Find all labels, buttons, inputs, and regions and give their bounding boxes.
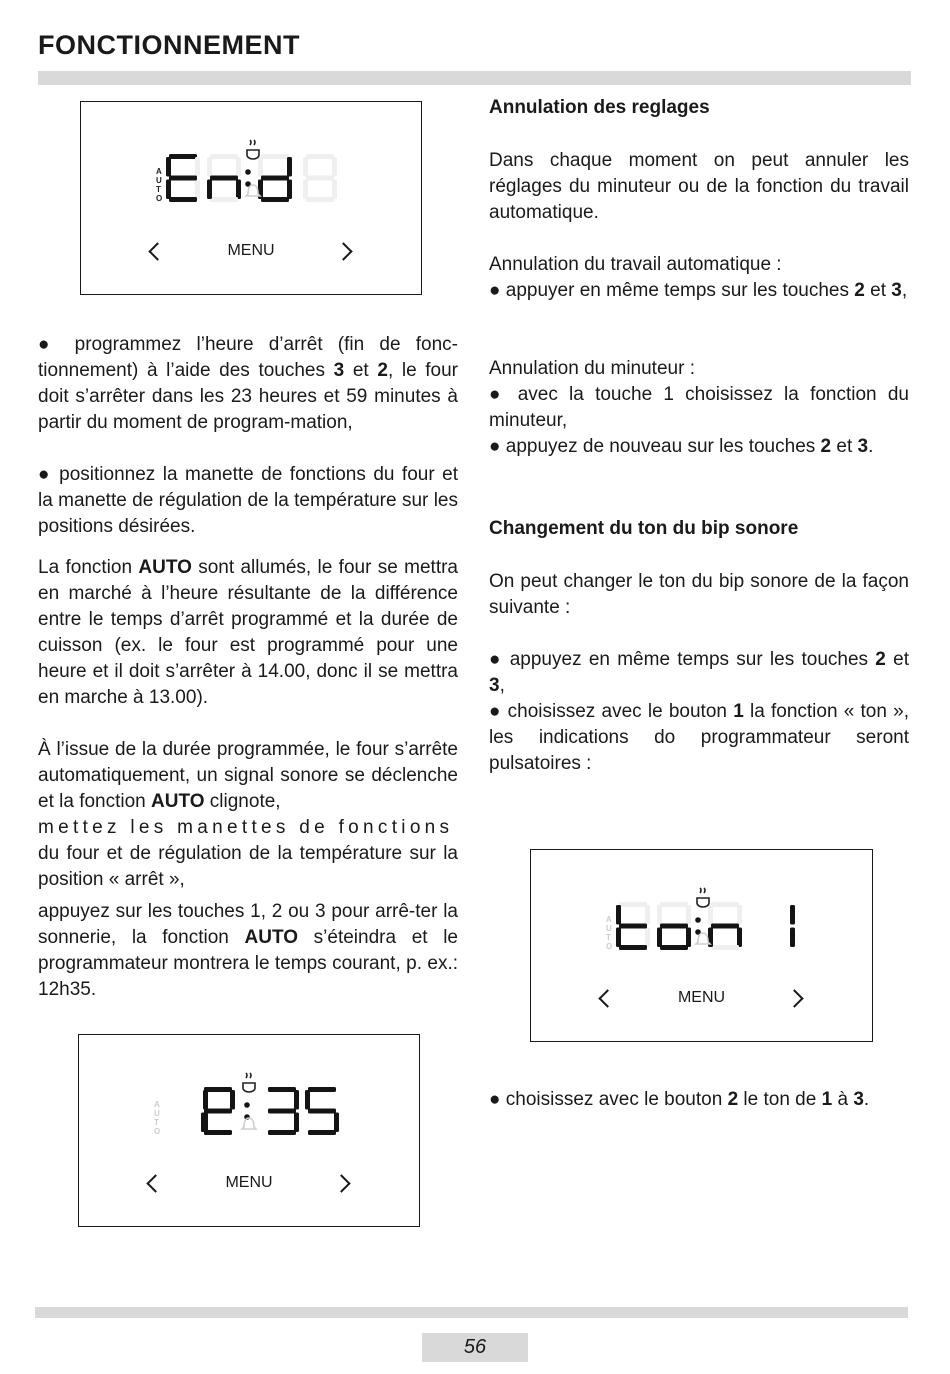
- segment-g: [711, 924, 739, 929]
- text: On peut changer le ton du bip sonore de la façon suivante :: [489, 571, 909, 618]
- subheading: Annulation du minuteur :: [489, 358, 695, 379]
- segment-a: [306, 154, 334, 159]
- text: .: [863, 1089, 870, 1110]
- segment-c: [294, 1113, 299, 1133]
- text: s’éteindra et le programmateur montrera le temps courant, p. ex.: 12h35.: [38, 927, 459, 1000]
- key-number: 2: [854, 280, 865, 301]
- segment-b: [790, 905, 795, 925]
- segment-b: [332, 157, 337, 177]
- display-end-panel: [80, 101, 422, 295]
- segment-d: [169, 197, 197, 202]
- bullet: ●: [489, 1089, 501, 1110]
- segment-g: [169, 176, 197, 181]
- auto-indicator-letter: U: [154, 1109, 160, 1118]
- text: appuyez en même temps sur les touches: [509, 649, 869, 670]
- cooking-pot-icon: [243, 1073, 255, 1092]
- segment-a: [204, 1087, 232, 1092]
- segment-e: [166, 180, 171, 200]
- text: positionnez la manette de fonctions du four et la manette de régulation de la température sur les positions désirées.: [38, 464, 458, 537]
- key-number: 2: [377, 360, 388, 381]
- text: choisissez avec le bouton: [505, 1089, 723, 1110]
- segment-d: [268, 1130, 296, 1135]
- text: le ton de: [743, 1089, 817, 1110]
- auto-indicator-letter: O: [154, 1127, 161, 1136]
- segment-d: [210, 197, 238, 202]
- text: ,: [499, 675, 505, 696]
- bullet: ●: [489, 384, 507, 405]
- left-para-2: [38, 462, 458, 540]
- right-para-5: [489, 647, 909, 777]
- bullet: ●: [38, 464, 52, 485]
- segment-e: [616, 928, 621, 948]
- segment-f: [708, 905, 713, 925]
- text: la fonction « ton », les indications do programmateur seront pulsatoires :: [489, 701, 910, 774]
- text: choisissez avec le bouton: [507, 701, 727, 722]
- segment-b: [230, 1090, 235, 1110]
- key-number: 2: [875, 649, 886, 670]
- text: et: [893, 649, 909, 670]
- segment-d: [204, 1130, 232, 1135]
- segment-b: [195, 157, 200, 177]
- left-para-5: [38, 815, 458, 893]
- cooking-pot-icon: [697, 888, 709, 907]
- text: .: [868, 436, 874, 457]
- left-para-3: [38, 555, 458, 711]
- segment-a: [268, 1087, 296, 1092]
- page-number: 56: [422, 1333, 528, 1362]
- text: à: [837, 1089, 849, 1110]
- auto-indicator-letter: U: [606, 924, 612, 933]
- auto-indicator-letter: A: [606, 915, 612, 924]
- auto-label: AUTO: [151, 791, 205, 812]
- segment-g: [306, 176, 334, 181]
- segment-f: [166, 157, 171, 177]
- left-para-6: [38, 899, 458, 1003]
- text: appuyez de nouveau sur les touches: [505, 436, 816, 457]
- colon-dot: [244, 1102, 250, 1108]
- segment-c: [686, 928, 691, 948]
- display-tone-panel: [530, 849, 873, 1042]
- segment-e: [201, 1113, 206, 1133]
- right-para-3: [489, 356, 909, 460]
- segment-e: [657, 928, 662, 948]
- segment-a: [619, 902, 647, 907]
- segment-e: [207, 180, 212, 200]
- key-number: 2: [820, 436, 832, 457]
- display-end-digits: [81, 102, 423, 296]
- display-tone-digits: [531, 850, 874, 1043]
- text: et: [836, 436, 853, 457]
- subheading: Annulation du travail automatique :: [489, 254, 782, 275]
- segment-c: [645, 928, 650, 948]
- text: et: [870, 280, 886, 301]
- segment-d: [308, 1130, 336, 1135]
- right-para-1: [489, 148, 909, 226]
- right-para-4: [489, 569, 909, 621]
- text: appuyer en même temps sur les touches: [505, 280, 849, 301]
- text: [38, 815, 458, 841]
- segment-b: [645, 905, 650, 925]
- right-para-2: [489, 252, 909, 304]
- segment-a: [660, 902, 688, 907]
- auto-indicator-letter: T: [154, 1118, 159, 1127]
- auto-indicator-letter: T: [156, 185, 161, 194]
- auto-label: AUTO: [244, 927, 298, 948]
- text: La fonction: [38, 557, 133, 578]
- footer-bar: [35, 1307, 908, 1318]
- auto-indicator-letter: U: [156, 176, 162, 185]
- text: Dans chaque moment on peut annuler les réglages du minuteur ou de la fonction du travail automatique.: [489, 150, 909, 223]
- key-number: 3: [891, 280, 902, 301]
- colon-dot: [245, 169, 251, 175]
- key-number: 1: [733, 701, 744, 722]
- segment-b: [203, 1090, 208, 1110]
- segment-b: [686, 905, 691, 925]
- bullet: ●: [489, 649, 503, 670]
- segment-d: [711, 945, 739, 950]
- text: appuyez sur les touches 1, 2 ou 3 pour arrê-ter la sonnerie, la fonction: [38, 901, 458, 948]
- segment-g: [308, 1109, 336, 1114]
- menu-label: MENU: [677, 989, 726, 1006]
- segment-g: [204, 1109, 232, 1114]
- segment-e: [303, 180, 308, 200]
- menu-label: MENU: [225, 1174, 273, 1191]
- bullet: ●: [489, 280, 501, 301]
- segment-g: [261, 176, 289, 181]
- display-clock-panel: [78, 1034, 420, 1227]
- segment-a: [261, 154, 289, 159]
- display-clock-digits: [79, 1035, 421, 1228]
- text: clignote,: [209, 791, 281, 812]
- text: ,: [901, 280, 908, 301]
- segment-c: [287, 180, 292, 200]
- segment-c: [334, 1113, 339, 1133]
- auto-indicator-letter: O: [606, 942, 613, 951]
- segment-f: [305, 1090, 310, 1110]
- bell-icon: [242, 1118, 256, 1129]
- text: , le four doit s’arrêter dans les 23 heures et 59 minutes à partir du moment de program-mation,: [38, 360, 459, 433]
- segment-c: [737, 928, 742, 948]
- cooking-pot-icon: [247, 140, 259, 159]
- segment-f: [258, 157, 263, 177]
- segment-d: [660, 945, 688, 950]
- segment-a: [169, 154, 197, 159]
- segment-f: [616, 905, 621, 925]
- segment-a: [210, 154, 238, 159]
- bullet: ●: [38, 334, 60, 355]
- key-number: 3: [333, 360, 345, 381]
- key-number: 2: [727, 1089, 739, 1110]
- section-heading-cancel: Annulation des reglages: [489, 97, 710, 118]
- key-number: 3: [489, 675, 500, 696]
- auto-indicator-letter: O: [156, 194, 163, 203]
- text: et: [352, 360, 369, 381]
- segment-c: [332, 180, 337, 200]
- segment-a: [711, 902, 739, 907]
- right-para-6: [489, 1087, 919, 1113]
- segment-a: [308, 1087, 336, 1092]
- key-number: 3: [853, 1089, 864, 1110]
- text: programmez l’heure d’arrêt (fin de fonc-tionnement) à l’aide des touches: [38, 334, 459, 381]
- auto-indicator-letter: T: [606, 933, 611, 942]
- page-title: FONCTIONNEMENT: [38, 30, 300, 60]
- section-heading-tone: Changement du ton du bip sonore: [489, 518, 799, 539]
- header-bar: [38, 71, 911, 85]
- menu-label: MENU: [227, 242, 275, 259]
- colon-dot: [695, 917, 701, 923]
- segment-d: [261, 197, 289, 202]
- bullet: ●: [489, 436, 501, 457]
- left-para-4: [38, 737, 458, 815]
- segment-d: [306, 197, 334, 202]
- segment-f: [207, 157, 212, 177]
- bullet: ●: [489, 701, 502, 722]
- segment-g: [619, 924, 647, 929]
- text: sont allumés, le four se mettra en marché à l’heure résultante de la différence entre le temps d’arrêt programmé et la durée de cuisson (ex. le four est programmé pour une heure et il doit s’arrêter à 14.00, donc il se mettra en marche à 13.00).: [38, 557, 459, 708]
- segment-g: [210, 176, 238, 181]
- text: mettez les manettes de fonctions: [38, 817, 454, 838]
- segment-d: [619, 945, 647, 950]
- segment-b: [287, 157, 292, 177]
- segment-f: [657, 905, 662, 925]
- segment-c: [236, 180, 241, 200]
- text: avec la touche 1 choisissez la fonction du minuteur,: [489, 384, 909, 431]
- segment-c: [790, 928, 795, 948]
- segment-b: [294, 1090, 299, 1110]
- segment-b: [236, 157, 241, 177]
- segment-b: [737, 905, 742, 925]
- auto-indicator-letter: A: [156, 167, 162, 176]
- auto-label: AUTO: [138, 557, 192, 578]
- key-number: 1: [821, 1089, 833, 1110]
- key-number: 3: [857, 436, 869, 457]
- text: du four et de régulation de la température sur la position « arrêt »,: [38, 843, 458, 890]
- left-para-1: [38, 332, 458, 436]
- segment-g: [268, 1109, 296, 1114]
- segment-c: [195, 180, 200, 200]
- text: À l’issue de la durée programmée, le four s’arrête automatiquement, un signal sonore se déclenche et la fonction: [38, 739, 458, 812]
- auto-indicator-letter: A: [154, 1100, 160, 1109]
- segment-g: [660, 924, 688, 929]
- segment-f: [303, 157, 308, 177]
